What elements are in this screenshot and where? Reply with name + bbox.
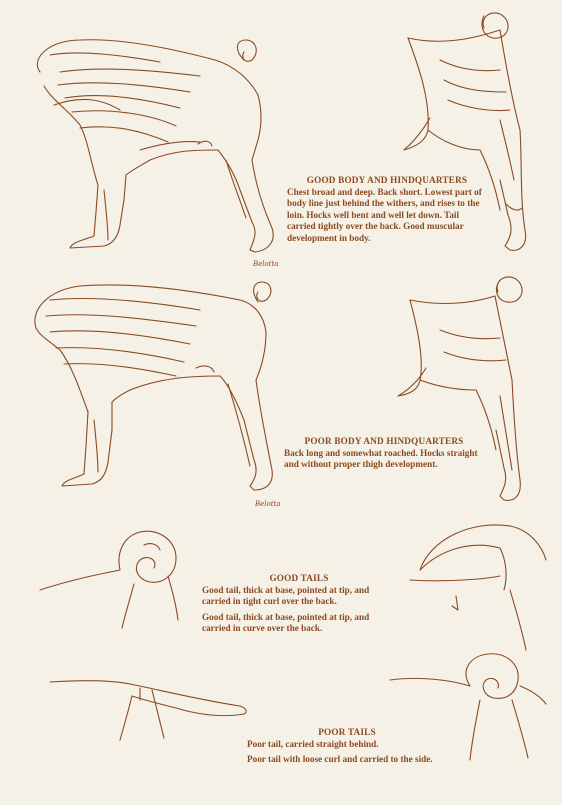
good-body-title: GOOD BODY AND HINDQUARTERS: [306, 175, 468, 185]
poor-body-caption: [284, 436, 484, 471]
poor-tails-title: POOR TAILS: [318, 727, 376, 737]
poor-tails-line-1: Poor tail, carried straight behind.: [247, 738, 379, 749]
poor-body-text: Back long and somewhat roached. Hocks straight and without proper thigh development.: [284, 447, 478, 470]
poor-body-title: POOR BODY AND HINDQUARTERS: [304, 436, 464, 446]
good-tail-tight-curl-drawing: [40, 531, 178, 628]
poor-tails-caption: [247, 727, 457, 766]
artist-signature-top: Belotta: [253, 260, 279, 268]
poor-body-dog-drawing: [35, 282, 272, 490]
poor-tail-straight-drawing: [50, 681, 246, 740]
good-body-text: Chest broad and deep. Back short. Lowest part of body line just behind the withers, and rises to the loin. Hocks well bent and well let down. Tail carried tightly over the back. Good muscular development in body.: [287, 186, 482, 243]
good-tails-title: GOOD TAILS: [269, 573, 329, 583]
good-tails-line-1: Good tail, thick at base, pointed at tip, and carried in tight curl over the back.: [202, 584, 370, 607]
artist-signature-bottom: Belotta: [255, 500, 281, 508]
good-body-dog-drawing: [37, 40, 273, 252]
good-tail-curve-drawing: [410, 525, 546, 650]
good-tails-line-2: Good tail, thick at base, pointed at tip, and carried in curve over the back.: [202, 611, 370, 634]
good-tails-caption: [202, 573, 396, 635]
poor-tails-line-2: Poor tail with loose curl and carried to the side.: [247, 754, 433, 765]
good-body-caption: [287, 175, 487, 245]
